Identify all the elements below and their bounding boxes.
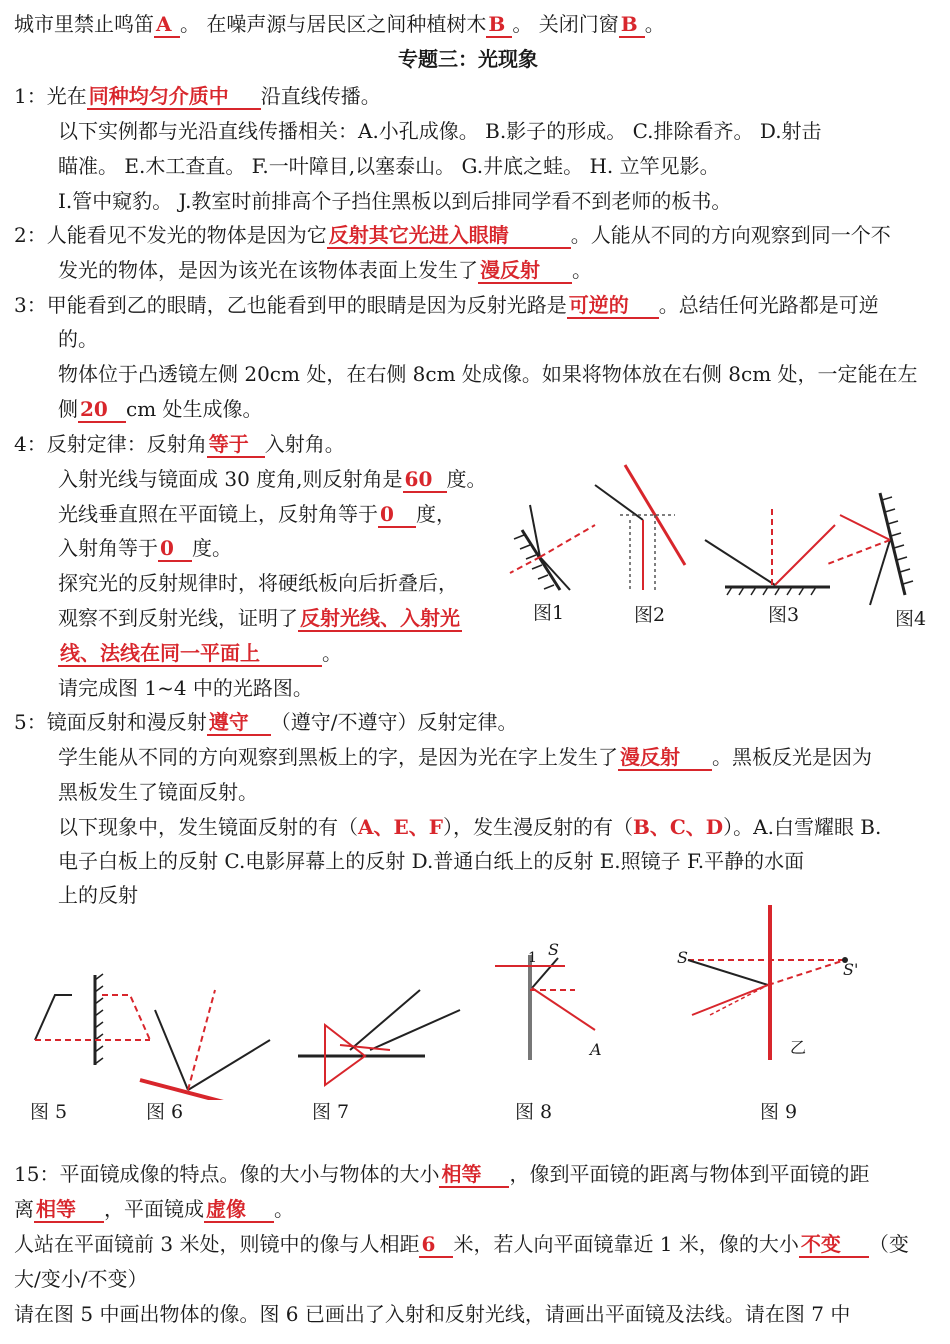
figure-caption: 图4: [895, 608, 927, 630]
figures-5-9: [20, 900, 910, 1100]
q1-examples: 以下实例都与光沿直线传播相关：A.小孔成像。 B.影子的形成。 C.排除看齐。 D.射击: [58, 119, 822, 143]
figure-caption: 图1: [533, 602, 565, 624]
q15-line: 15：平面镜成像的特点。像的大小与物体的大小 相等 ，像到平面镜的距离与物体到平面镜的距: [14, 1162, 870, 1186]
answer: 相等: [34, 1197, 104, 1223]
angle-label: 1: [528, 950, 537, 966]
q3-line-2: 的。: [58, 327, 98, 351]
answer: 反射其它光进入眼睛: [327, 223, 571, 249]
point-label-s: S: [677, 948, 688, 967]
answer: 同种均匀介质中: [87, 84, 261, 110]
q5-line-4: 以下现象中，发生镜面反射的有（A、E、F），发生漫反射的有（B、C、D）。A.白雪耀眼 B.: [58, 815, 882, 839]
answer: 不变: [799, 1232, 869, 1258]
answer: A、E、F: [358, 815, 443, 839]
answer: 0: [378, 502, 416, 528]
figure-caption: 图 7: [312, 1101, 350, 1123]
q5-line-5: 电子白板上的反射 C.电影屏幕上的反射 D.普通白纸上的反射 E.照镜子 F.平静的水面: [58, 849, 805, 873]
q5-line-2: 学生能从不同的方向观察到黑板上的字，是因为光在字上发生了 漫反射 。黑板反光是因为: [58, 745, 872, 769]
q5-line: 5：镜面反射和漫反射 遵守 （遵守/不遵守）反射定律。: [14, 710, 518, 734]
answer: 反射光线、入射光: [300, 606, 460, 630]
q4-line-4: 入射角等于 0 度。: [58, 536, 232, 560]
q2-line-2: 发光的物体，是因为该光在该物体表面上发生了 漫反射 。: [58, 258, 592, 282]
figure-caption: 图3: [768, 604, 800, 626]
figure-8: [495, 955, 595, 1060]
figure-2: [595, 465, 685, 590]
q3-line: 3：甲能看到乙的眼睛，乙也能看到甲的眼睛是因为反射光路是 可逆的 。总结任何光路都是可逆: [14, 293, 879, 317]
q15-line-5: 请在图 5 中画出物体的像。图 6 已画出了入射和反射光线，请画出平面镜及法线。请在图 7 中: [14, 1302, 851, 1326]
q4-line: 4：反射定律：反射角 等于 入射角。: [14, 432, 345, 456]
figure-5: [35, 974, 150, 1065]
answer: 虚像: [204, 1197, 274, 1223]
q1-examples-3: I.管中窥豹。 J.教室时前排高个子挡住黑板以到后排同学看不到老师的板书。: [58, 189, 732, 213]
answer: 等于: [207, 432, 265, 458]
figure-1: [510, 505, 595, 590]
answer: 线、法线在同一平面上: [58, 641, 322, 667]
q4-line-3: 光线垂直照在平面镜上，反射角等于 0 度，: [58, 502, 456, 526]
point-label-s-image: S': [843, 960, 859, 979]
figure-7: [298, 990, 460, 1085]
q4-line-5: 探究光的反射规律时，将硬纸板向后折叠后，: [58, 571, 458, 595]
section-title: 专题三：光现象: [398, 47, 538, 71]
figure-4: [825, 493, 913, 605]
point-label-s: S: [548, 940, 559, 959]
q3-line-4: 侧 20 cm 处生成像。: [58, 397, 263, 421]
answer: B: [486, 12, 512, 38]
q5-line-6: 上的反射: [58, 883, 138, 907]
figure-caption: 图 8: [515, 1101, 553, 1123]
q4-line-6: 观察不到反射光线，证明了 反射光线、入射光: [58, 606, 460, 630]
figure-6: [140, 990, 270, 1100]
answer: 漫反射: [478, 258, 572, 284]
answer: 20: [78, 397, 126, 423]
figure-caption: 图 5: [30, 1101, 68, 1123]
q15-line-3: 人站在平面镜前 3 米处，则镜中的像与人相距 6 米，若人向平面镜靠近 1 米，像的大小 不变 （变: [14, 1232, 909, 1256]
q15-line-2: 离 相等 ，平面镜成 虚像 。: [14, 1197, 294, 1221]
answer: 60: [403, 467, 447, 493]
figure-caption: 图2: [634, 604, 666, 626]
q4-line-2: 入射光线与镜面成 30 度角,则反射角是 60 度。: [58, 467, 487, 491]
q4-line-8: 请完成图 1~4 中的光路图。: [58, 676, 313, 700]
figure-3: [705, 505, 835, 595]
q5-line-3: 黑板发生了镜面反射。: [58, 780, 258, 804]
figure-caption: 图 6: [146, 1101, 184, 1123]
figure-label-yi: 乙: [790, 1038, 807, 1057]
answer: 可逆的: [567, 293, 659, 319]
answer: B、C、D: [632, 815, 724, 839]
noise-line: 城市里禁止鸣笛 A 。 在噪声源与居民区之间种植树木 B 。 关闭门窗 B 。: [14, 12, 665, 36]
figure-caption: 图 9: [760, 1101, 798, 1123]
figures-1-4: [500, 455, 940, 635]
answer: B: [619, 12, 645, 38]
answer: 6: [419, 1232, 453, 1258]
q1-line: 1：光在 同种均匀介质中 沿直线传播。: [14, 84, 381, 108]
answer: 相等: [439, 1162, 509, 1188]
q2-line: 2：人能看见不发光的物体是因为它 反射其它光进入眼睛 。人能从不同的方向观察到同一个不: [14, 223, 891, 247]
answer: A: [154, 12, 180, 38]
answer: 遵守: [207, 710, 271, 736]
answer: 漫反射: [618, 745, 712, 771]
q15-line-4: 大/变小/不变）: [14, 1267, 148, 1291]
q1-examples-2: 瞄准。 E.木工查直。 F.一叶障目,以塞泰山。 G.井底之蛙。 H. 立竿见影。: [58, 154, 720, 178]
q3-line-3: 物体位于凸透镜左侧 20cm 处，在右侧 8cm 处成像。如果将物体放在右侧 8cm 处，一定能在左: [58, 362, 918, 386]
q4-line-7: 线、法线在同一平面上 。: [60, 641, 342, 665]
point-label-a: A: [590, 1040, 602, 1059]
answer: 0: [158, 536, 192, 562]
figure-9: [688, 905, 848, 1060]
